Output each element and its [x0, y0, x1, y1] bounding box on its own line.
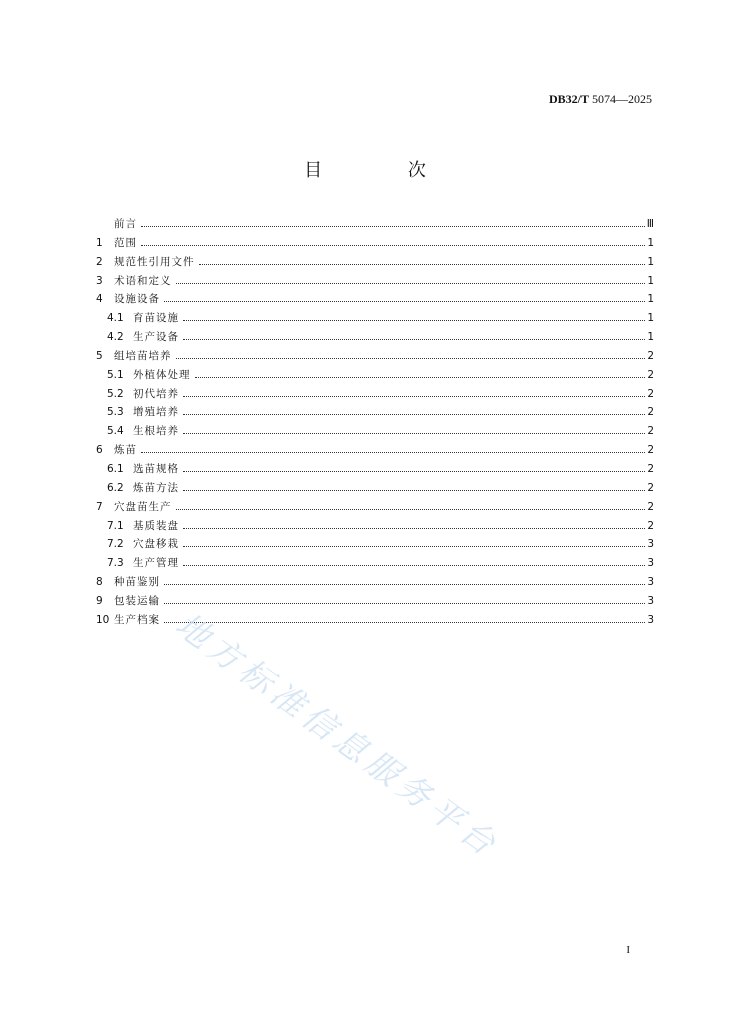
- toc-entry-title: 基质装盘: [133, 519, 179, 532]
- toc-entry-title: 初代培养: [133, 387, 179, 400]
- toc-entry-page: 2: [647, 368, 654, 381]
- toc-entry[interactable]: [96, 348, 654, 367]
- toc-entry-page: 3: [647, 538, 654, 551]
- toc-entry-page: 3: [647, 613, 654, 626]
- toc-entry-page: 2: [647, 406, 654, 419]
- toc-entry[interactable]: [96, 518, 654, 537]
- toc-entry-number: 2: [96, 255, 103, 268]
- toc-dot-leader: [183, 489, 645, 491]
- toc-entry-number: 1: [96, 236, 103, 249]
- toc-entry-page: 2: [647, 349, 654, 362]
- toc-dot-leader: [176, 357, 646, 359]
- toc-entry-number: 7.3: [107, 557, 124, 570]
- toc-entry-title: 组培苗培养: [114, 349, 172, 362]
- toc-dot-leader: [183, 545, 645, 547]
- toc-entry-title: 育苗设施: [133, 312, 179, 325]
- document-code: [549, 92, 652, 107]
- toc-entry-title: 生根培养: [133, 425, 179, 438]
- toc-entry-title: 前言: [114, 218, 137, 230]
- toc-dot-leader: [164, 602, 645, 604]
- toc-entry-title: 增殖培养: [133, 406, 179, 419]
- toc-entry-title: 生产档案: [114, 613, 160, 626]
- toc-entry[interactable]: [96, 367, 654, 386]
- toc-entry[interactable]: [96, 254, 654, 273]
- toc-entry[interactable]: [96, 593, 654, 612]
- toc-entry[interactable]: [96, 423, 654, 442]
- document-code-prefix: DB32/T: [548, 92, 589, 106]
- toc-entry-page: Ⅲ: [646, 218, 654, 230]
- toc-entry-number: 9: [96, 594, 103, 607]
- toc-entry[interactable]: [96, 386, 654, 405]
- toc-entry-number: 5: [96, 349, 103, 362]
- toc-entry-title: 设施设备: [114, 293, 160, 306]
- toc-entry[interactable]: [96, 329, 654, 348]
- toc-entry[interactable]: [96, 216, 654, 235]
- toc-entry-number: 4: [96, 293, 103, 306]
- toc-entry-title: 种苗鉴别: [114, 576, 160, 589]
- toc-entry-page: 2: [647, 500, 654, 513]
- toc-entry-page: 3: [647, 594, 654, 607]
- toc-entry-number: 6: [96, 444, 103, 457]
- toc-entry-number: 8: [96, 576, 103, 589]
- toc-dot-leader: [183, 470, 645, 472]
- toc-dot-leader: [183, 395, 645, 397]
- toc-entry-page: 3: [647, 576, 654, 589]
- toc-entry[interactable]: [96, 555, 654, 574]
- toc-dot-leader: [183, 338, 645, 340]
- toc-entry-page: 1: [647, 236, 654, 249]
- toc-entry-number: 7: [96, 500, 103, 513]
- toc-entry-number: 6.1: [107, 462, 124, 475]
- toc-entry-number: 5.3: [107, 406, 124, 419]
- toc-entry-page: 2: [647, 481, 654, 494]
- toc-dot-leader: [183, 319, 645, 321]
- toc-entry-title: 穴盘移栽: [133, 538, 179, 551]
- toc-dot-leader: [164, 583, 645, 585]
- toc-entry-title: 炼苗: [114, 444, 137, 457]
- toc-entry-number: 10: [96, 613, 110, 626]
- toc-entry-page: 1: [647, 274, 654, 287]
- toc-entry[interactable]: [96, 480, 654, 499]
- watermark: 地方标准信息服务平台: [168, 604, 507, 866]
- toc-dot-leader: [164, 300, 645, 302]
- toc-entry-title: 规范性引用文件: [114, 255, 195, 268]
- toc-entry[interactable]: [96, 291, 654, 310]
- toc-entry-number: 4.2: [107, 331, 124, 344]
- toc-entry-title: 外植体处理: [133, 368, 191, 381]
- toc-entry-title: 范围: [114, 236, 137, 249]
- toc-entry-page: 1: [647, 331, 654, 344]
- toc-entry-number: 3: [96, 274, 103, 287]
- toc-entry-number: 4.1: [107, 312, 124, 325]
- toc-entry-title: 穴盘苗生产: [114, 500, 172, 513]
- toc-dot-leader: [141, 244, 645, 246]
- toc-entry-number: 5.1: [107, 368, 124, 381]
- toc-dot-leader: [199, 263, 646, 265]
- toc-entry[interactable]: [96, 310, 654, 329]
- toc-dot-leader: [195, 376, 646, 378]
- toc-entry-page: 2: [647, 462, 654, 475]
- toc-entry[interactable]: [96, 442, 654, 461]
- toc-dot-leader: [164, 621, 645, 623]
- toc-entry[interactable]: [96, 235, 654, 254]
- toc-dot-leader: [141, 225, 645, 227]
- toc-title: 目 次: [304, 160, 466, 181]
- table-of-contents: [96, 216, 654, 631]
- toc-entry-title: 包装运输: [114, 594, 160, 607]
- toc-dot-leader: [176, 282, 646, 284]
- toc-entry-number: 5.4: [107, 425, 124, 438]
- toc-entry-number: 6.2: [107, 481, 124, 494]
- toc-entry[interactable]: [96, 536, 654, 555]
- toc-dot-leader: [183, 527, 645, 529]
- toc-dot-leader: [141, 451, 645, 453]
- toc-dot-leader: [176, 508, 646, 510]
- toc-entry[interactable]: [96, 273, 654, 292]
- toc-entry-title: 生产管理: [133, 557, 179, 570]
- toc-entry-page: 1: [647, 312, 654, 325]
- toc-entry-page: 2: [647, 387, 654, 400]
- toc-entry-title: 炼苗方法: [133, 481, 179, 494]
- toc-entry-number: 7.1: [107, 519, 124, 532]
- toc-entry[interactable]: [96, 499, 654, 518]
- toc-entry[interactable]: [96, 461, 654, 480]
- toc-entry-page: 1: [647, 255, 654, 268]
- toc-dot-leader: [183, 413, 645, 415]
- page-number: I: [626, 944, 630, 956]
- toc-dot-leader: [183, 564, 645, 566]
- toc-entry-page: 2: [647, 425, 654, 438]
- toc-dot-leader: [183, 432, 645, 434]
- toc-entry-page: 3: [647, 557, 654, 570]
- toc-entry-number: 7.2: [107, 538, 124, 551]
- toc-entry[interactable]: [96, 404, 654, 423]
- toc-entry-number: 5.2: [107, 387, 124, 400]
- toc-entry-page: 2: [647, 444, 654, 457]
- toc-entry-title: 术语和定义: [114, 274, 172, 287]
- document-code-number: 5074—2025: [589, 92, 652, 106]
- toc-entry-title: 生产设备: [133, 331, 179, 344]
- toc-entry[interactable]: [96, 574, 654, 593]
- toc-entry-page: 1: [647, 293, 654, 306]
- toc-entry-page: 2: [647, 519, 654, 532]
- toc-entry-title: 选苗规格: [133, 462, 179, 475]
